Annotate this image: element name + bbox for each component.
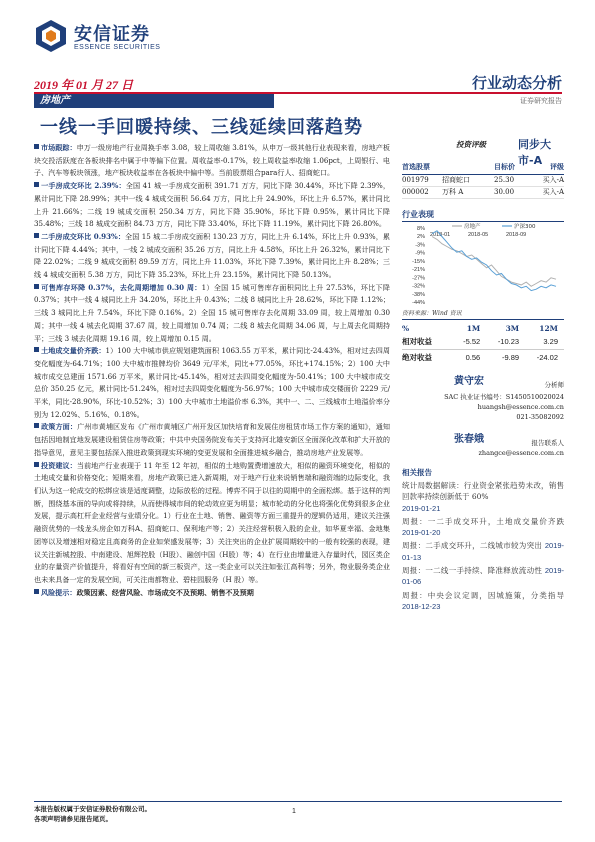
related-title: 相关报告	[402, 468, 432, 477]
analyst-block	[402, 377, 564, 433]
legend-label: 沪深300	[514, 224, 536, 230]
report-type: 行业动态分析	[471, 74, 562, 92]
related-report[interactable]	[402, 590, 564, 613]
perf-row-label: 相对收益	[402, 334, 453, 350]
series-line	[432, 231, 556, 291]
bullet-icon	[34, 462, 39, 467]
perf-table	[402, 323, 564, 365]
body-paragraph	[34, 282, 390, 346]
report-date: 2019 年 01 月 27 日	[34, 78, 134, 92]
category-band: 房地产	[34, 94, 274, 108]
y-tick-label: -38%	[412, 291, 425, 298]
perf-row	[402, 334, 564, 350]
para-heading: 一手房成交环比 2.39%：	[41, 181, 126, 191]
bullet-icon	[34, 144, 39, 149]
para-text: 政策因素、经营风险、市场成交不及预期、销售不及预期	[76, 587, 254, 597]
perf-col-header: %	[402, 324, 410, 333]
perf-row-label: 绝对收益	[402, 353, 432, 362]
perf-cell: 3.29	[525, 334, 564, 350]
footer-disclaimer	[34, 804, 151, 824]
stock-code: 000002	[402, 188, 429, 196]
stock-header-col: 首选股票	[402, 162, 430, 171]
y-tick-label: -15%	[412, 258, 425, 265]
rating-value: 同步大市-A	[518, 138, 551, 167]
chart-source: 资料来源：Wind 资讯	[402, 308, 564, 320]
perf-col-header: 12M	[539, 324, 558, 333]
related-report[interactable]	[402, 540, 564, 563]
body-paragraph	[34, 345, 390, 421]
para-text: 1）100 大中城市供应规划建筑面积 1063.55 万平米，累计同比-24.43%，相对过去四周变化幅度为-64.71%；100 大中城市推牌均价 3649 元/平米，同比+77.05%，环比+174.15%；2）100 大中城市成交总建面 1571.66 万平米，累计同比-45.14%，相对过去四周变化幅度为-50.41%；100 大中城市成交总价 350.25 亿元，累计同比-51.24%，相对过去四周变化幅度为-56.97%；100 大中城市成交楼面价 2229 元/平米，同比-28.90%，环比-10.52%；3）100 大中城市土地溢价率 6.3%，其中一、二、三线城市土地溢价率分别为 12.02%、5.16%、0.18%。	[34, 346, 390, 419]
body-paragraph	[34, 142, 390, 180]
perf-cell: -10.23	[486, 334, 525, 350]
para-text: 全国 15 城二手房成交面积 130.23 万方，同比上升 6.14%，环比上升 0.93%，累计同比下降 4.44%；其中，一线 2 城成交面积 35.26 万方，同比上升 4.58%，环比上升 26.32%，累计同比下降 22.02%；二线 9 城成交面积 89.59 万方，同比上升 11.03%，环比下降 7.39%，累计同比上升 8.28%；三线 4 城成交面积 5.38 万方，同比下降 35.23%，环比上升 23.15%，累计同比下降 50.13%。	[34, 231, 390, 280]
analyst-email[interactable]: zhangce@essence.com.cn	[478, 449, 564, 457]
body-paragraph	[34, 421, 390, 459]
para-heading: 二手房成交环比 0.93%：	[41, 231, 126, 241]
perf-cell: 0.56	[465, 353, 481, 362]
related-report[interactable]	[402, 480, 564, 514]
perf-chart-svg	[402, 222, 564, 306]
related-date: 2019-01-20	[402, 528, 441, 538]
rating-label: 投资评级	[456, 140, 486, 149]
analyst-name: 黄守宏	[454, 376, 484, 387]
stock-name: 万科 A	[442, 188, 464, 196]
body-paragraph	[34, 180, 390, 231]
related-text: 周报：一二线一手持续、降准释放流动性	[402, 566, 543, 576]
footer-line: 本报告版权属于安信证券股份有限公司。	[34, 805, 151, 813]
analyst-phone: 021-35082092	[516, 413, 564, 421]
y-tick-label: -44%	[412, 300, 425, 306]
perf-title: 行业表现	[402, 209, 564, 222]
x-tick-label: 2018-01	[430, 232, 451, 238]
bullet-icon	[34, 347, 39, 352]
related-date: 2019-01-06	[402, 566, 564, 587]
perf-col-header: 3M	[505, 324, 520, 333]
analyst-role: 报告联系人	[531, 439, 564, 447]
y-tick-label: -3%	[415, 242, 425, 249]
series-line	[432, 237, 556, 287]
related-date: 2018-12-23	[402, 601, 441, 611]
stock-header-col: 评级	[550, 162, 564, 171]
perf-col-header: 1M	[466, 324, 481, 333]
stock-rating: 买入-A	[542, 176, 564, 184]
para-text: 全国 41 城一手房成交面积 391.71 万方，同比下降 30.44%，环比下降 2.39%，累计同比下降 28.99%；其中一线 4 城成交面积 56.64 万方，同比上升 24.90%，环比上升 6.57%，累计同比上升 21.66%；二线 19 城成交面积 250.34 万方，同比下降 35.90%，环比下降 0.95%，累计同比下降 35.48%；三线 18 城成交面积 84.73 万方，同比下降 33.40%，环比下降 11.19%，累计同比下降 26.80%。	[34, 181, 390, 229]
y-tick-label: -9%	[415, 250, 425, 257]
related-date: 2019-01-21	[402, 503, 441, 513]
y-tick-label: -32%	[412, 283, 425, 290]
body-column	[34, 142, 390, 599]
related-report[interactable]	[402, 516, 564, 539]
footer-line: 各项声明请参见报告尾页。	[34, 815, 112, 823]
para-text: 当前地产行业表现于 11 年至 12 年初，相似的土地购置费增速放大，相似的融资环境变化，相似的土地成交量和价格变化；短期来看，房地产政策已进入新周期，对于地产行业来说销售端和融资端的边际变化，我们认为这一轮成交的松绑应该是适度调整，边际放松的过程。博弈不同于以往的周期中的全面松绑。基于这样的判断，围绕基本面的导向或将持续，从而使得城市间的轮动效应更为明显；城市轮动的分化也将强化优势到很多企业发展，提示高杠杆企业经营与业绩分化。1）行业在土地、销售、融资等方面三重提升的逻辑仍适用，建议关注强融资优势的一线龙头房企如万科A、招商蛇口、保利地产等；2）关注经营积极入股的企业，如华夏幸福、金地集团等以及增速相对稳定且高商务的企业如荣盛发展等；3）关注突出的企业扩展周期较中的一般有较强的表现，建议关注新城控股、中南建设、旭辉控股（H股）、融创中国（H股）等；4）在行业由增量进入存量时代，园区类企业的存量资产价值提升，将看好有空间的新三板资产，这一类企业可以关注如张江高科等；另外，物业服务类企业也未来具备一定的发展空间，可关注南都物业、碧桂园服务（H 股）等。	[34, 460, 391, 584]
para-heading: 风险提示：	[41, 587, 77, 597]
bullet-icon	[34, 182, 39, 187]
y-tick-label: 8%	[417, 226, 425, 232]
bullet-icon	[34, 284, 39, 289]
analyst-block	[402, 435, 564, 461]
body-paragraph	[34, 231, 390, 282]
page-number: 1	[292, 808, 296, 815]
para-heading: 可售库存环降 0.37%，去化周期增加 0.30 周：	[41, 282, 202, 292]
perf-cell: -5.52	[453, 334, 486, 350]
stock-rating: 买入-A	[542, 188, 564, 196]
para-heading: 土地成交量价齐跌：	[41, 346, 106, 356]
essence-logo-icon	[36, 20, 66, 52]
x-tick-label: 2018-09	[506, 232, 527, 238]
stock-target: 30.00	[494, 188, 515, 196]
stock-name: 招商蛇口	[442, 176, 470, 184]
related-text: 周报：一二手成交环升，土地成交量价齐跌	[402, 516, 564, 526]
body-paragraph	[34, 460, 390, 587]
para-text: 1）全国 15 城可售库存面积同比上升 27.53%，环比下降 0.37%；其中一线 4 城同比上升 34.20%，环比上升 0.43%；二线 8 城同比上升 28.62%，环比下降 1.12%；三线 3 城同比上升 7.54%，环比下降 0.16%。2）全国 15 城可售库存去化周期 33.09 周，较上周增加 0.30 周；其中一线 4 城去化周期 37.67 周，较上周增加 0.74 周；二线 8 城去化周期 34.06 周，与上周去化周期持平；三线 3 城去化周期 19.16 周，较上周增加 0.15 周。	[34, 282, 390, 343]
body-paragraph	[34, 587, 390, 600]
related-text: 周报：中央会议定调，因城施策，分类指导	[402, 590, 564, 600]
related-text: 周报：二手成交环升，二线城市较为突出	[402, 541, 543, 551]
bullet-icon	[34, 589, 39, 594]
y-tick-label: -21%	[412, 267, 425, 274]
analyst-email[interactable]: huangsh@essence.com.cn	[477, 403, 564, 411]
brand-name-en: ESSENCE SECURITIES	[74, 44, 161, 51]
report-title: 一线一手回暖持续、三线延续回落趋势	[40, 117, 363, 138]
footer-rule	[34, 801, 562, 802]
perf-chart	[402, 222, 564, 306]
para-text: 广州市黄埔区发布《广州市黄埔区广州开发区加快培育和发展住房租赁市场工作方案的通知》，通知包括因地制宜地发展建设租赁住房等政策；中共中央国务院发布关于支持河北雄安新区全面深化改革和扩大开放的指导意见，意见主要包括深入推进政策到现实环境的变更发展和全面推进城乡融合，推动房地产业发展等。	[34, 422, 390, 457]
related-date: 2019-01-13	[402, 541, 564, 562]
para-heading: 市场跟踪：	[41, 143, 77, 152]
perf-cell: -9.89	[501, 353, 520, 362]
perf-row	[402, 350, 564, 366]
report-subtype: 证券研究报告	[520, 97, 562, 105]
para-heading: 投资建议：	[41, 460, 77, 470]
stock-code: 001979	[402, 176, 429, 184]
brand-logo	[36, 18, 196, 58]
y-tick-label: 2%	[417, 234, 425, 241]
stock-row	[402, 175, 564, 187]
brand-name-cn: 安信证券	[74, 24, 150, 45]
analyst-cert: SAC 执业证书编号：S1450510020024	[444, 393, 564, 401]
stock-row	[402, 187, 564, 199]
analyst-role: 分析师	[544, 381, 564, 389]
para-heading: 政策方面：	[41, 422, 78, 432]
y-tick-label: -27%	[412, 275, 425, 282]
stock-header-col: 目标价	[494, 162, 515, 171]
para-text: 申万一级房地产行业周换手率 3.08，较上周收缩 3.81%，从申万一级其他行业表现来看，房地产板块交投活跃度在各板块排名中属于中等偏下位置。周收益率-0.17%，较上周收益率收缩 1.06pct，上周银行、电子、汽车等板块领涨，地产板块收益率在各板块中偏中等。当前股票组合para行人、招商蛇口。	[34, 143, 391, 178]
perf-cell: -24.02	[536, 353, 558, 362]
bullet-icon	[34, 423, 39, 428]
bullet-icon	[34, 233, 39, 238]
stock-target: 25.30	[494, 176, 515, 184]
perf-table-header	[402, 323, 564, 334]
analyst-name: 张春娥	[454, 434, 484, 445]
stock-header-col	[442, 162, 494, 172]
related-text: 统计局数据解读：行业资金紧张趋势未改，销售回款率持续创新低于 60%	[402, 481, 564, 502]
x-tick-label: 2018-05	[468, 232, 489, 238]
related-report[interactable]	[402, 565, 564, 588]
sidebar	[402, 134, 564, 612]
legend-label: 房地产	[464, 224, 481, 230]
